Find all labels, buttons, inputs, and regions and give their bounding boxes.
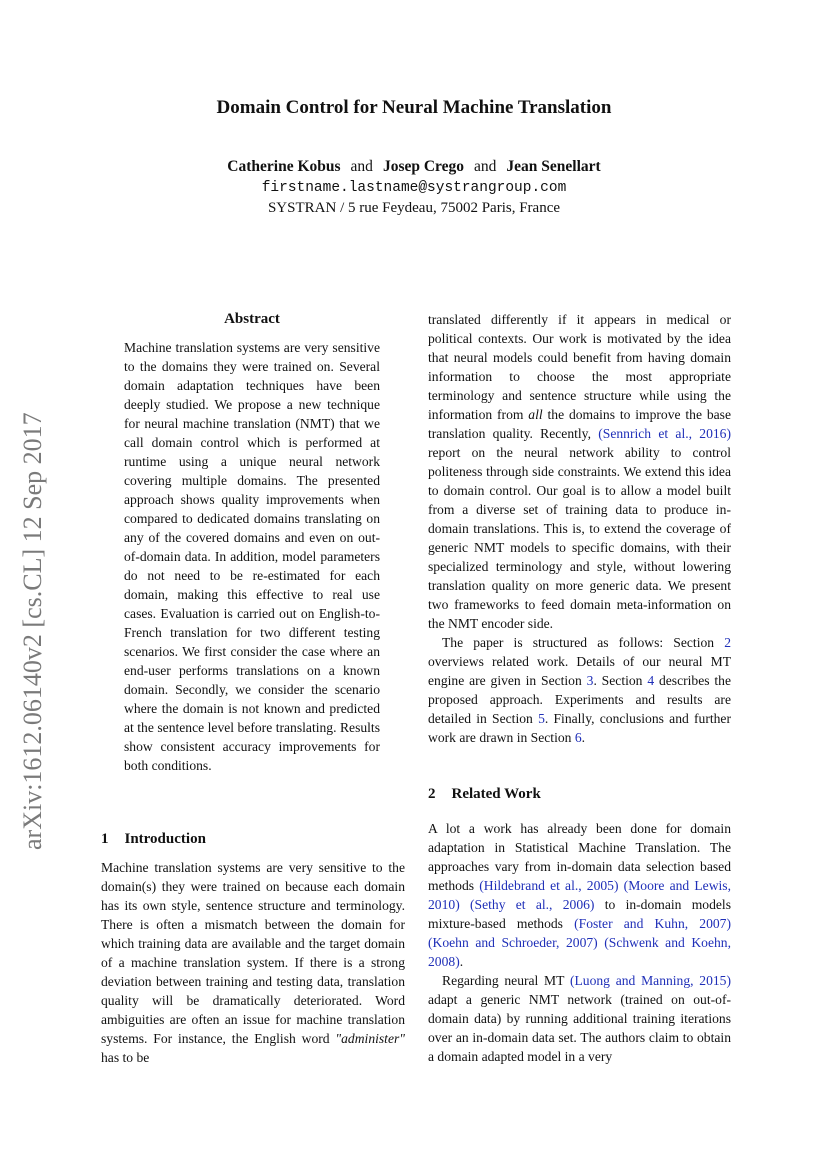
author-separator: and — [474, 158, 497, 175]
body-paragraph — [428, 819, 731, 971]
author-separator: and — [350, 158, 373, 175]
text-run: A lot a work has already been done for domain adaptation in Statistical Machine Translation. The approaches vary from in-domain data selection based methods — [428, 821, 731, 893]
section-link[interactable]: 4 — [647, 673, 655, 688]
emphasis-word: all — [528, 407, 543, 422]
text-run: . — [581, 730, 586, 745]
section-heading-introduction — [101, 829, 206, 849]
text-run: . — [459, 954, 464, 969]
text-run: report on the neural network ability to control politeness through side constraints. We extend this idea to domain control. Our goal is to allow a model built from a diverse set of training data to produce in-domain translations. This is, to extend the coverage of generic NMT models to specific domains, with their specialized terminology and style, without lowering translation quality on more generic data. We present two frameworks to feed domain meta-information on the NMT encoder side. — [428, 445, 731, 631]
emphasis-word: "administer" — [335, 1031, 405, 1046]
author-affiliation: SYSTRAN / 5 rue Feydeau, 75002 Paris, France — [267, 200, 561, 216]
section-link[interactable]: 2 — [724, 635, 731, 650]
section-link[interactable]: 5 — [538, 711, 545, 726]
text-run: to in-domain models mixture-based methods — [428, 897, 731, 931]
body-paragraph — [428, 633, 731, 747]
text-run: adapt a generic NMT network (trained on out-of-domain data) by running additional training iterations over an in-domain data set. The authors claim to obtain a domain adapted model in a very — [428, 992, 731, 1064]
citation-link[interactable]: (Foster and Kuhn, 2007) — [574, 916, 731, 931]
author-name: Jean Senellart — [506, 158, 601, 175]
text-run: Machine translation systems are very sensitive to the domain(s) they were trained on because each domain has its own style, sentence structure and terminology. There is often a mismatch between the domain for which training data are available and the target domain of a machine translation system. If there is a strong deviation between training and testing data, translation quality will be dramatically deteriorated. Word ambiguities are often an issue for machine translation systems. For instance, the English word — [101, 860, 405, 1046]
section-number: 1 — [101, 831, 109, 847]
citation-link[interactable]: (Koehn and Schroeder, 2007) — [428, 935, 598, 950]
paper-title: Domain Control for Neural Machine Translation — [216, 97, 612, 118]
text-run: The paper is structured as follows: Section — [442, 635, 725, 650]
text-run: describes the proposed approach. Experiments and results are detailed in Section — [428, 673, 731, 726]
text-run: Regarding neural MT — [442, 973, 570, 988]
text-run: has to be — [101, 1050, 150, 1065]
body-paragraph — [101, 858, 405, 1067]
section-heading-related-work — [428, 784, 541, 804]
author-email: firstname.lastname@systrangroup.com — [261, 180, 567, 196]
arxiv-stamp: arXiv:1612.06140v2 [cs.CL] 12 Sep 2017 — [18, 412, 47, 850]
section-number: 2 — [428, 786, 436, 802]
related-work-text — [428, 819, 731, 1066]
author-name: Josep Crego — [382, 158, 465, 175]
introduction-text-left — [101, 858, 405, 1067]
text-run: . Section — [593, 673, 648, 688]
text-run: translated differently if it appears in medical or political contexts. Our work is motivated by the idea that neural models could benefit from having domain information to choose the most appropriate terminology and sentence structure while using the information from — [428, 312, 731, 422]
section-title: Introduction — [124, 831, 206, 847]
abstract-text — [124, 338, 380, 775]
section-title: Related Work — [451, 786, 541, 802]
text-run: overviews related work. Details of our neural MT engine are given in Section — [428, 654, 731, 688]
citation-link[interactable]: (Sennrich et al., 2016) — [598, 426, 731, 441]
author-name: Catherine Kobus — [227, 158, 341, 175]
citation-link[interactable]: (Luong and Manning, 2015) — [569, 973, 731, 988]
citation-link[interactable]: (Schwenk and Koehn, 2008) — [428, 935, 731, 969]
citation-link[interactable]: (Moore and Lewis, 2010) — [428, 878, 731, 912]
citation-link[interactable]: (Hildebrand et al., 2005) — [479, 878, 619, 893]
text-run: . Finally, conclusions and further work are drawn in Section — [428, 711, 731, 745]
section-link[interactable]: 6 — [574, 730, 582, 745]
abstract-paragraph: Machine translation systems are very sensitive to the domains they were trained on. Several domain adaptation techniques have been deeply studied. We propose a new technique for neural machine translation (NMT) that we call domain control which is performed at runtime using a unique neural network covering multiple domains. The presented approach shows quality improvements when compared to dedicated domains translating on any of the covered domains and even on out-of-domain data. In addition, model parameters do not need to be re-estimated for each domain, making this effective to real use cases. Evaluation is carried out on English-to-French translation for two different testing scenarios. We first consider the case where an end-user performs translations on a known domain. Secondly, we consider the scenario where the domain is not known and predicted at the sentence level before translating. Results show consistent accuracy improvements for both conditions. — [124, 340, 380, 773]
introduction-text-right — [428, 310, 731, 747]
author-list — [0, 157, 828, 177]
section-link[interactable]: 3 — [586, 673, 594, 688]
body-paragraph — [428, 310, 731, 633]
abstract-heading: Abstract — [224, 311, 280, 327]
text-run: the domains to improve the base translation quality. Recently, — [428, 407, 732, 441]
body-paragraph — [428, 971, 731, 1066]
citation-link[interactable]: (Sethy et al., 2006) — [470, 897, 595, 912]
